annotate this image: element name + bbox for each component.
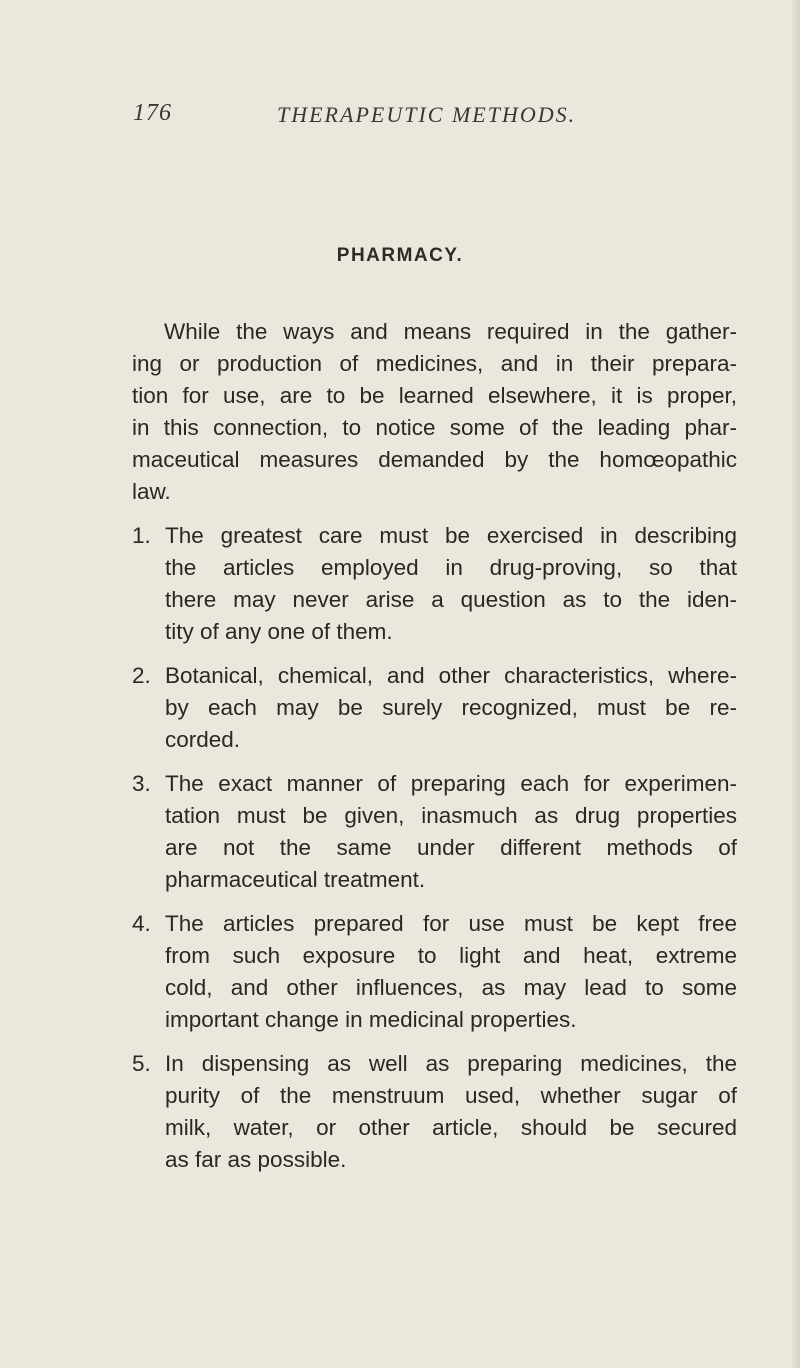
- list-item-line: tity of any one of them.: [165, 619, 393, 644]
- intro-line: tion for use, are to be learned elsewhere, it is proper,: [132, 383, 737, 408]
- list-item-2: [132, 660, 737, 756]
- page-edge-shadow: [790, 0, 800, 1368]
- intro-paragraph: [132, 316, 737, 508]
- list-item-line: tation must be given, inasmuch as drug properties: [165, 803, 737, 828]
- body-text: [132, 316, 737, 1176]
- list-item-1: [132, 520, 737, 648]
- list-item-line: corded.: [165, 727, 241, 752]
- list-item-3: [132, 768, 737, 896]
- item-gap: [132, 896, 737, 908]
- list-item-line: The greatest care must be exercised in describing: [165, 523, 737, 548]
- list-item-line: Botanical, chemical, and other characteristics, where-: [165, 663, 737, 688]
- running-head: [0, 100, 800, 130]
- list-item-line: cold, and other influences, as may lead to some: [165, 975, 737, 1000]
- list-item-line: The articles prepared for use must be kept free: [165, 911, 737, 936]
- section-heading: PHARMACY.: [336, 245, 464, 266]
- list-item-number: 2.: [132, 663, 151, 688]
- list-item-number: 3.: [132, 771, 151, 796]
- list-item-line: there may never arise a question as to the iden-: [165, 587, 737, 612]
- page-number: 176: [133, 100, 172, 126]
- intro-line: ing or production of medicines, and in their prepara-: [132, 351, 737, 376]
- list-item-4: [132, 908, 737, 1036]
- list-item-line: from such exposure to light and heat, extreme: [165, 943, 737, 968]
- list-item-line: the articles employed in drug-proving, so that: [165, 555, 737, 580]
- item-gap: [132, 648, 737, 660]
- list-item-line: pharmaceutical treatment.: [165, 867, 426, 892]
- list-item-line: milk, water, or other article, should be secured: [165, 1115, 737, 1140]
- item-gap: [132, 756, 737, 768]
- list-item-line: In dispensing as well as preparing medicines, the: [165, 1051, 737, 1076]
- intro-line: law.: [132, 479, 171, 504]
- running-title: THERAPEUTIC METHODS.: [277, 102, 577, 127]
- list-item-line: purity of the menstruum used, whether sugar of: [165, 1083, 737, 1108]
- intro-line: While the ways and means required in the gather-: [164, 319, 737, 344]
- intro-line: maceutical measures demanded by the homœopathic: [132, 447, 737, 472]
- list-item-line: by each may be surely recognized, must be re-: [165, 695, 737, 720]
- list-item-number: 1.: [132, 523, 151, 548]
- list-item-line: are not the same under different methods of: [165, 835, 737, 860]
- list-item-line: The exact manner of preparing each for experimen-: [165, 771, 737, 796]
- item-gap: [132, 1036, 737, 1048]
- list-item-line: important change in medicinal properties.: [165, 1007, 577, 1032]
- intro-line: in this connection, to notice some of the leading phar-: [132, 415, 737, 440]
- list-item-number: 4.: [132, 911, 151, 936]
- list-item-line: as far as possible.: [165, 1147, 347, 1172]
- list-item-5: [132, 1048, 737, 1176]
- list-item-number: 5.: [132, 1051, 151, 1076]
